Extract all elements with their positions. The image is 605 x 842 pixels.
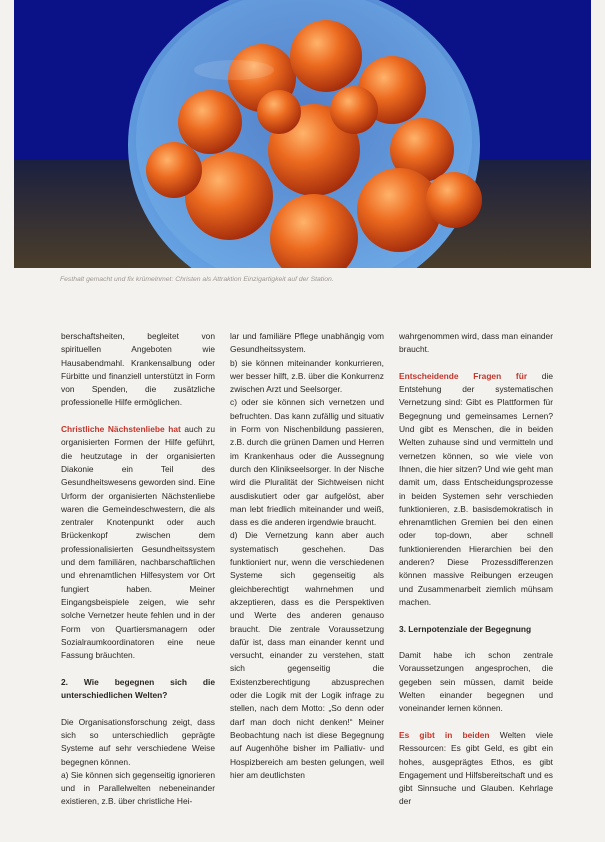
text-column-1 xyxy=(61,330,215,822)
paragraph: Damit habe ich schon zentrale Voraussetzungen angesprochen, die gegeben sein müssen, damit beide Welten einander begegnen und voneinander lernen können. xyxy=(399,650,553,714)
paragraph xyxy=(399,729,553,809)
text-column-2 xyxy=(230,330,384,795)
paragraph: berschaftsheiten, begleitet von spirituellen Angeboten wie Hausabendmahl. Krankensalbung oder Fürbitte und finanziell unterstützt in Form von Spenden, die zusätzliche professionelle Hilfe ermöglichen. xyxy=(61,331,215,408)
section-heading: 2. Wie begegnen sich die unterschiedlichen Welten? xyxy=(61,676,215,701)
paragraph: wahrgenommen wird, dass man einander braucht. xyxy=(399,331,553,355)
lead-in: Es gibt in beiden xyxy=(399,729,490,740)
paragraph: lar und familiäre Pflege unabhängig vom Gesundheitssystem. xyxy=(230,331,384,355)
header-photo xyxy=(14,0,591,268)
bowl-of-oranges-image xyxy=(14,0,591,268)
text-column-3 xyxy=(399,330,553,822)
section-heading: 3. Lernpotenziale der Begegnung xyxy=(399,623,532,634)
paragraph-text: Welten viele Ressourcen: Es gibt Geld, es gibt ein hohes, ausgeprägtes Ethos, es gibt Engagement und Hilfsbereitschaft und es gibt Sinnsuche und Glauben. Kehrlage der xyxy=(399,729,553,807)
paragraph: a) Sie können sich gegenseitig ignorieren und in Parallelwelten nebeneinander existieren, z.B. über christliche Hei- xyxy=(61,769,215,807)
paragraph: b) sie können miteinander konkurrieren, wer besser hilft, z.B. über die Konkurrenz zwischen Arzt und Seelsorger. xyxy=(230,357,384,395)
paragraph: d) Die Vernetzung kann aber auch systematisch geschehen. Das funktioniert nur, wenn die verschiedenen Systeme sich gegenseitig als gleichberechtigt wahrnehmen und akzeptieren, dass es die Perspektiven und Werte des anderen genauso braucht. Die zentrale Voraussetzung dafür ist, dass man einander kennt und versucht, einander zu verstehen, statt sich gegenseitig die Existenzberechtigung abzusprechen oder die Logik mit der Logik infrage zu stellen, nach dem Motto: „So denn oder darf man doch nicht denken!“ Meiner Beobachtung nach ist diese Begegnung auf Augenhöhe bisher im Palliativ- und Hospizbereich am besten gelungen, weil hier am deutlichsten xyxy=(230,530,384,780)
paragraph-text: die Entstehung der systematischen Vernetzung sind: Gibt es Plattformen für Begegnung und gemeinsames Lernen? Und gibt es Menschen, die in beiden Welten zuhause sind und vermitteln und vernetzen können, so wie viele von Ihnen, die hier sitzen? Und wie geht man damit um, dass Entscheidungsprozesse in beiden Systemen sehr verschieden funktionieren, z.B. basisdemokratisch in ehrenamtlichen Gremien bei den einen oder top-down, aber schnell funktionierenden Hierarchien bei den anderen? Diese Prozessdifferenzen können massive Reibungen erzeugen und Zusammenarbeit ziemlich mühsam machen. xyxy=(399,370,553,607)
lead-in: Entscheidende Fragen für xyxy=(399,370,528,381)
photo-caption: Festhalt gemacht und fix krümelnmet: Christen als Attraktion Einzigartigkeit auf der Station. xyxy=(60,276,334,283)
paragraph: Die Organisationsforschung zeigt, dass sich so unterschiedlich geprägte Systeme auf sehr verschiedene Weise begegnen können. xyxy=(61,716,215,767)
paragraph xyxy=(399,370,553,609)
paragraph: c) oder sie können sich vernetzen und befruchten. Das kann zufällig und situativ in Form von Nischenbildung passieren, z.B. durch die grünen Damen und Herren im Krankenhaus oder die Aussegnung durch den Klinikseelsorger. In der Nische wird die Pluralität der Sichtweisen nicht ausdiskutiert oder gar aufgelöst, aber man lebt friedlich miteinander und weiß, dass es die anderen irgendwie braucht. xyxy=(230,397,384,528)
paragraph-text: auch zu organisierten Formen der Hilfe geführt, die heutzutage in der organisierten Diakonie ein Teil des Gesundheitswesens geworden sind. Eine Urform der organisierten Nächstenliebe waren die Gemeindeschwestern, die als zentraler Knotenpunkt oder auch Brückenkopf zwischen dem professionalisierten Gesundheitssystem und dem familiären, nachbarschaftlichen und ehrenamtlichen Hilfesystem vor Ort fungiert haben. Meiner Eingangsbeispiele zeigen, wie sehr solche Vernetzer heute fehlen und in der Form von Quartiersmanagern oder Sozialraumkoordinatoren eine neue Fassung bräuchten. xyxy=(61,424,215,661)
lead-in: Christliche Nächstenliebe hat xyxy=(61,424,181,435)
paragraph xyxy=(61,423,215,662)
